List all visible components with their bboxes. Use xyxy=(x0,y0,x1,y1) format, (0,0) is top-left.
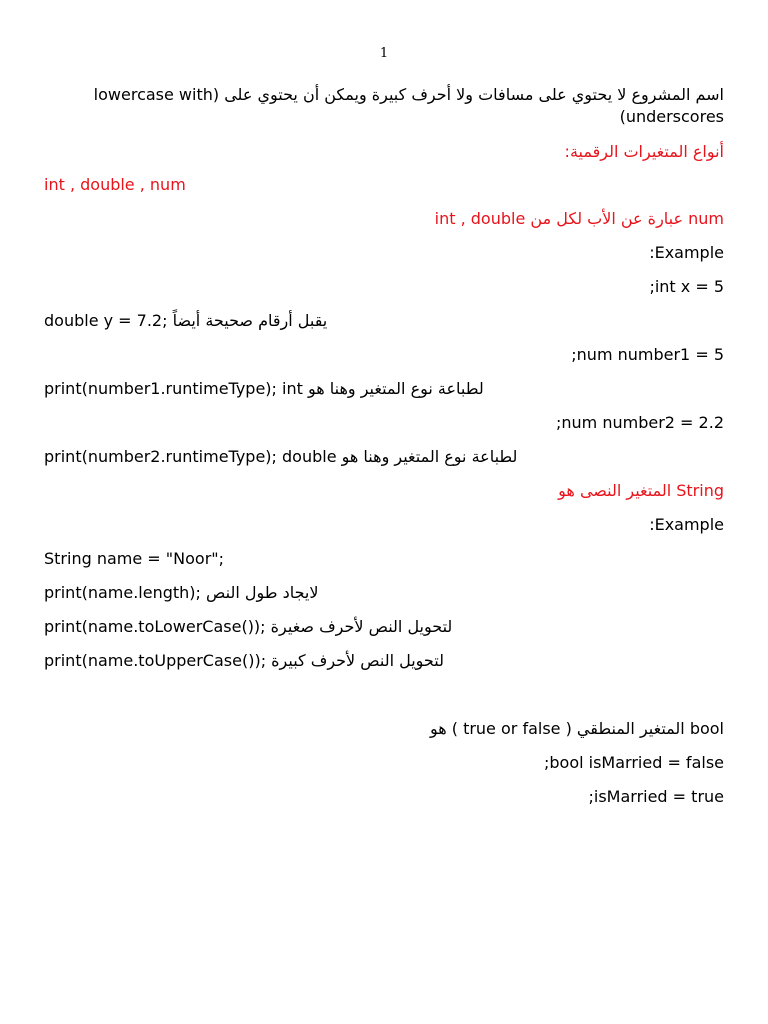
num-parent-note: num عبارة عن الأب لكل من int , double xyxy=(434,209,724,228)
string-heading: String المتغير النصى هو xyxy=(558,481,724,500)
code-line-string: String name = "Noor"; xyxy=(44,549,225,568)
code-line-length: print(name.length); لايجاد طول النص xyxy=(44,583,319,602)
code-line-print-num2: print(number2.runtimeType); double لطباعة نوع المتغير وهنا هو xyxy=(44,447,518,466)
numeric-types-heading: أنواع المتغيرات الرقمية: xyxy=(564,142,724,161)
code-line-lowercase: print(name.toLowerCase()); لتحويل النص لأحرف صغيرة xyxy=(44,617,453,636)
numeric-types-list: int , double , num xyxy=(44,175,186,194)
code-line-uppercase: print(name.toUpperCase()); لتحويل النص لأحرف كبيرة xyxy=(44,651,444,670)
bool-heading: bool المتغير المنطقي ( true or false ) هو xyxy=(429,719,724,738)
code-line-print-num1: print(number1.runtimeType); int لطباعة نوع المتغير وهنا هو xyxy=(44,379,484,398)
page-number: 1 xyxy=(379,46,389,61)
code-line-num2: num number2 = 2.2; xyxy=(556,413,724,432)
code-line-int: int x = 5; xyxy=(649,277,724,296)
example-label-2: Example: xyxy=(649,515,724,534)
code-line-num1: num number1 = 5; xyxy=(571,345,724,364)
code-line-bool: bool isMarried = false; xyxy=(543,753,724,772)
example-label: Example: xyxy=(649,243,724,262)
code-line-double: double y = 7.2; يقبل أرقام صحيحة أيضاً xyxy=(44,311,328,330)
code-line-assign: isMarried = true; xyxy=(588,787,724,806)
project-name-rule: اسم المشروع لا يحتوي على مسافات ولا أحرف كبيرة ويمكن أن يحتوي على (lowercase with underscores) xyxy=(93,85,724,126)
